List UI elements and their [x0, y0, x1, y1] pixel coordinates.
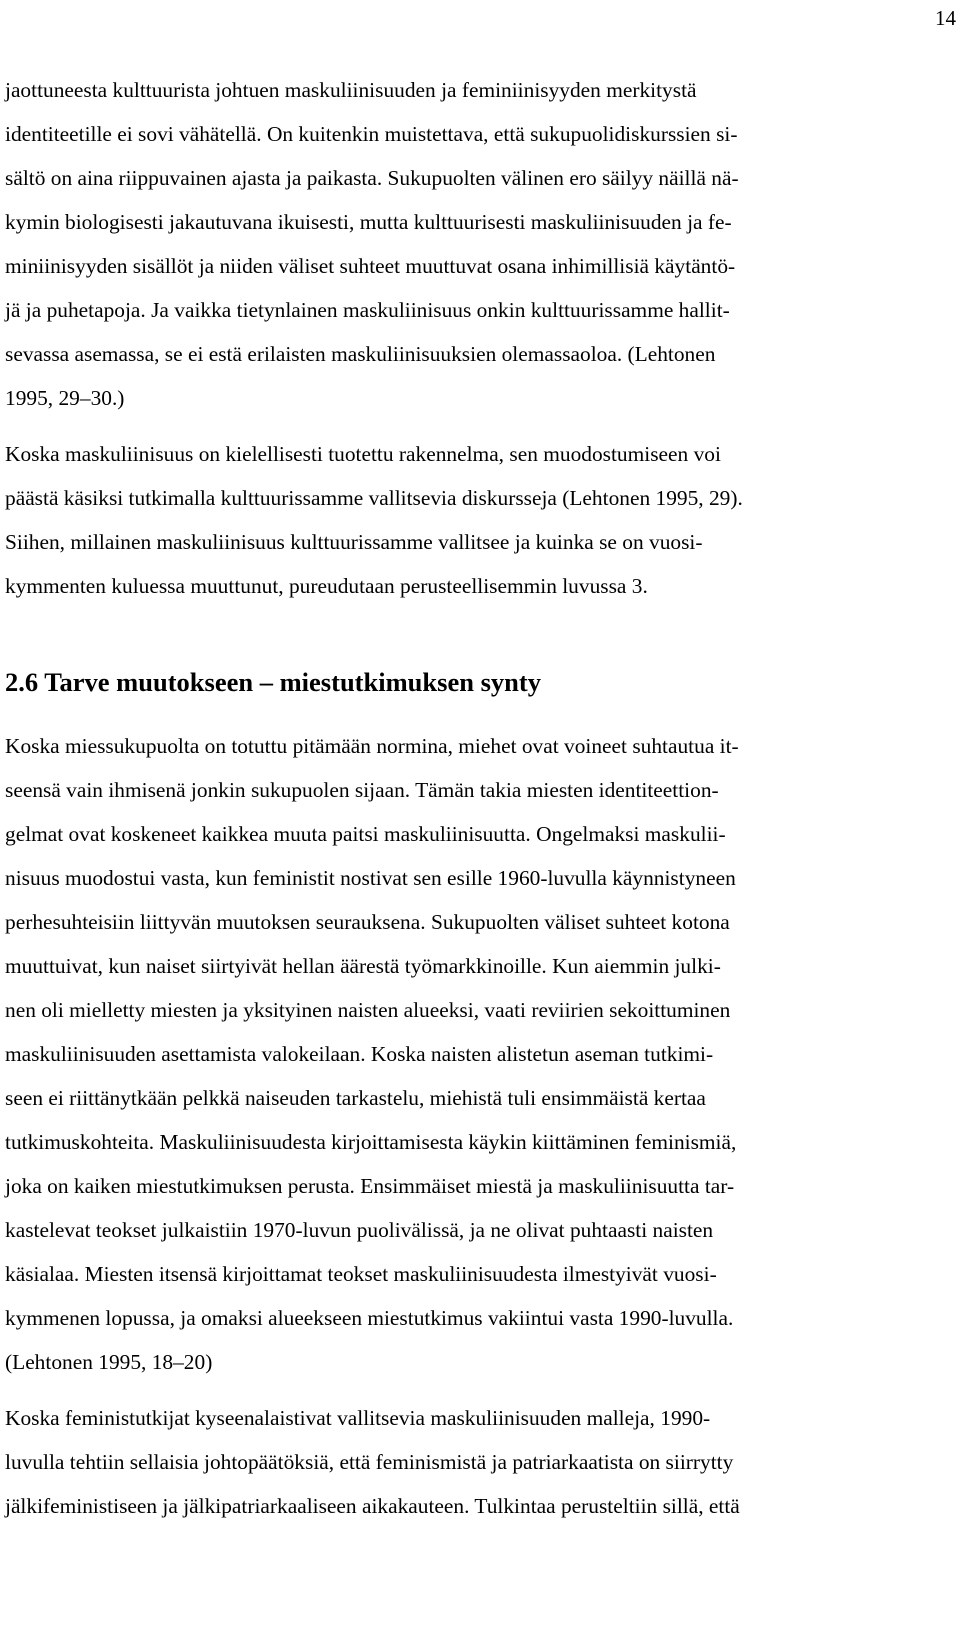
text-line: sältö on aina riippuvainen ajasta ja paikasta. Sukupuolten välinen ero säilyy näillä nä- [5, 166, 739, 190]
text-line: 1995, 29–30.) [5, 386, 125, 410]
text-line: jä ja puhetapoja. Ja vaikka tietynlainen maskuliinisuus onkin kulttuurissamme hallit- [5, 298, 730, 322]
paragraph [5, 68, 920, 420]
text-line: joka on kaiken miestutkimuksen perusta. Ensimmäiset miestä ja maskuliinisuutta tar- [5, 1174, 735, 1198]
text-line: jaottuneesta kulttuurista johtuen maskuliinisuuden ja feminiinisyyden merkitystä [5, 78, 697, 102]
page-number: 14 [935, 6, 956, 30]
text-line: (Lehtonen 1995, 18–20) [5, 1350, 213, 1374]
text-line: Koska miessukupuolta on totuttu pitämään normina, miehet ovat voineet suhtautua it- [5, 734, 739, 758]
paragraph [5, 432, 920, 608]
text-line: miniinisyyden sisällöt ja niiden väliset suhteet muuttuvat osana inhimillisiä käytäntö- [5, 254, 736, 278]
text-line: kymin biologisesti jakautuvana ikuisesti, mutta kulttuurisesti maskuliinisuuden ja fe- [5, 210, 732, 234]
section-gap [5, 608, 920, 656]
text-line: perhesuhteisiin liittyvän muutoksen seurauksena. Sukupuolten väliset suhteet kotona [5, 910, 730, 934]
text-line: sevassa asemassa, se ei estä erilaisten maskuliinisuuksien olemassaoloa. (Lehtonen [5, 342, 716, 366]
text-line: nen oli mielletty miesten ja yksityinen naisten alueeksi, vaati reviirien sekoittuminen [5, 998, 731, 1022]
text-line: seen ei riittänytkään pelkkä naiseuden tarkastelu, miehistä tuli ensimmäistä kertaa [5, 1086, 706, 1110]
text-line: luvulla tehtiin sellaisia johtopäätöksiä, että feminismistä ja patriarkaatista on siirrytty [5, 1450, 734, 1474]
heading-gap [5, 704, 920, 724]
paragraph-gap [5, 1384, 920, 1396]
paragraph [5, 724, 920, 1384]
text-line: tutkimuskohteita. Maskuliinisuudesta kirjoittamisesta käykin kiittäminen feminismiä, [5, 1130, 737, 1154]
page-body [5, 68, 920, 1528]
text-line: muuttuivat, kun naiset siirtyivät hellan äärestä työmarkkinoille. Kun aiemmin julki- [5, 954, 721, 978]
text-line: gelmat ovat koskeneet kaikkea muuta paitsi maskuliinisuutta. Ongelmaksi maskulii- [5, 822, 726, 846]
text-line: käsialaa. Miesten itsensä kirjoittamat teokset maskuliinisuudesta ilmestyivät vuosi- [5, 1262, 717, 1286]
text-line: Koska feministutkijat kyseenalaistivat vallitsevia maskuliinisuuden malleja, 1990- [5, 1406, 711, 1430]
text-line: jälkifeministiseen ja jälkipatriarkaaliseen aikakauteen. Tulkintaa perusteltiin sillä, että [5, 1494, 740, 1518]
text-line: Siihen, millainen maskuliinisuus kulttuurissamme vallitsee ja kuinka se on vuosi- [5, 530, 703, 554]
text-line: nisuus muodostui vasta, kun feministit nostivat sen esille 1960-luvulla käynnistyneen [5, 866, 736, 890]
paragraph [5, 1396, 920, 1528]
text-line: maskuliinisuuden asettamista valokeilaan. Koska naisten alistetun aseman tutkimi- [5, 1042, 714, 1066]
text-line: päästä käsiksi tutkimalla kulttuurissamme vallitsevia diskursseja (Lehtonen 1995, 29). [5, 486, 743, 510]
text-line: kymmenen lopussa, ja omaksi alueekseen miestutkimus vakiintui vasta 1990-luvulla. [5, 1306, 734, 1330]
text-line: kastelevat teokset julkaistiin 1970-luvun puolivälissä, ja ne olivat puhtaasti naisten [5, 1218, 714, 1242]
section-heading: 2.6 Tarve muutokseen – miestutkimuksen synty [5, 667, 541, 697]
text-line: seensä vain ihmisenä jonkin sukupuolen sijaan. Tämän takia miesten identiteettion- [5, 778, 719, 802]
text-line: Koska maskuliinisuus on kielellisesti tuotettu rakennelma, sen muodostumiseen voi [5, 442, 721, 466]
text-line: identiteetille ei sovi vähätellä. On kuitenkin muistettava, että sukupuolidiskurssien si- [5, 122, 738, 146]
text-line: kymmenten kuluessa muuttunut, pureudutaan perusteellisemmin luvussa 3. [5, 574, 648, 598]
paragraph-gap [5, 420, 920, 432]
